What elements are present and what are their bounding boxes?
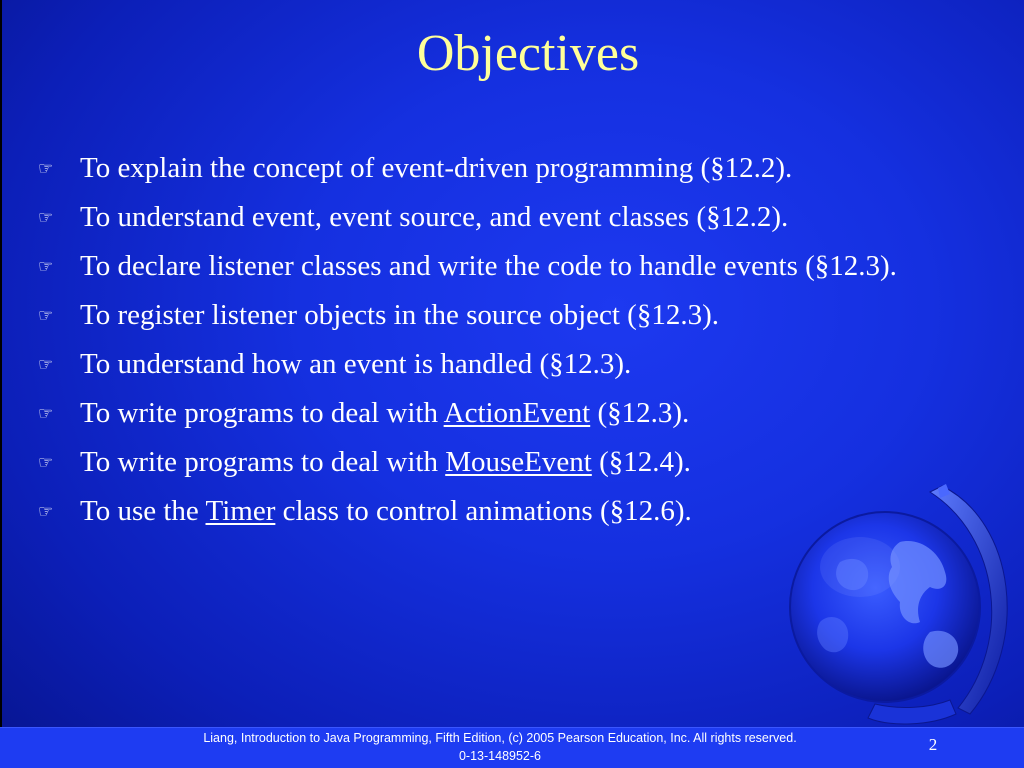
list-item [34, 344, 954, 384]
pointing-hand-icon: ☞ [38, 355, 54, 374]
list-item [34, 197, 954, 237]
bullet-text: To write programs to deal with [80, 397, 444, 429]
bullet-text: To declare listener classes and write the code to handle events (§12.3). [80, 250, 897, 282]
list-item [34, 246, 954, 286]
pointing-hand-icon: ☞ [38, 257, 54, 276]
bullet-text: To understand how an event is handled (§12.3). [80, 348, 632, 380]
bullet-text: (§12.3). [590, 397, 690, 429]
pointing-hand-icon: ☞ [38, 453, 54, 472]
bullet-text: (§12.4). [591, 446, 691, 478]
bullet-text: To register listener objects in the source object (§12.3). [80, 299, 719, 331]
bullet-text: To explain the concept of event-driven programming (§12.2). [80, 152, 793, 184]
footer-bar [0, 727, 1024, 768]
list-item [34, 148, 954, 188]
globe-icon [780, 482, 1020, 732]
bullet-text: To use the [80, 495, 206, 527]
bullet-text: To write programs to deal with [80, 446, 446, 478]
timer-link[interactable]: Timer [205, 495, 276, 527]
pointing-hand-icon: ☞ [38, 208, 54, 227]
pointing-hand-icon: ☞ [38, 404, 54, 423]
pointing-hand-icon: ☞ [38, 159, 54, 178]
slide-title: Objectives [416, 25, 640, 82]
pointing-hand-icon: ☞ [38, 306, 54, 325]
slide-left-edge [0, 0, 2, 728]
list-item [34, 393, 954, 433]
page-number: 2 [928, 735, 938, 754]
list-item [34, 295, 954, 335]
footer-copyright: Liang, Introduction to Java Programming, Fifth Edition, (c) 2005 Pearson Education, Inc. All rights reserved. 0-13-148952-6 [203, 731, 797, 763]
bullet-text: class to control animations (§12.6). [275, 495, 692, 527]
actionevent-link[interactable]: ActionEvent [443, 397, 591, 429]
mouseevent-link[interactable]: MouseEvent [445, 446, 592, 478]
list-item [34, 442, 954, 482]
pointing-hand-icon: ☞ [38, 502, 54, 521]
bullet-text: To understand event, event source, and event classes (§12.2). [80, 201, 789, 233]
